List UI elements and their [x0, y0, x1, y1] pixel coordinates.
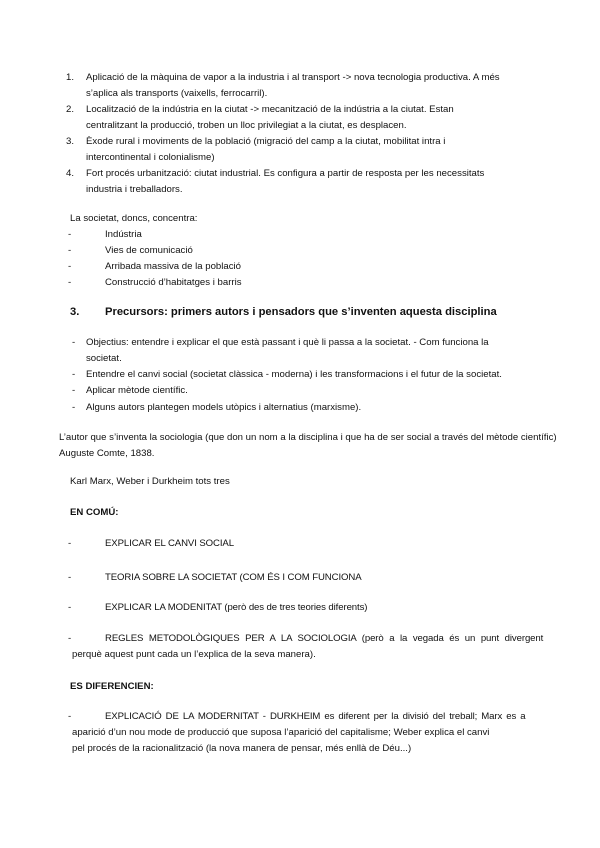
- list-item-line: Aplicació de la màquina de vapor a la industria i al transport -> nova tecnologia productiva. A més: [86, 72, 500, 83]
- paragraph-line: L’autor que s’inventa la sociologia (que don un nom a la disciplina i que ha de ser social a través del mètode científic): [59, 432, 557, 443]
- list-item-line: Èxode rural i moviments de la població (migració del camp a la ciutat, mobilitat intra i: [86, 136, 446, 147]
- list-item-line: EXPLICACIÓ DE LA MODERNITAT - DURKHEIM es diferent per la divisió del treball; Marx es a: [105, 711, 526, 722]
- list-item-line: centralitzant la producció, troben un lloc privilegiat a la ciutat, es desplacen.: [86, 120, 407, 131]
- section-number: 3.: [70, 306, 80, 318]
- bullet-dash: -: [72, 337, 76, 348]
- es-diferencien-heading: ES DIFERENCIEN:: [70, 681, 154, 692]
- list-item-line: pel procés de la racionalització (la nova manera de pensar, més enllà de Déu...): [72, 743, 412, 754]
- bullet-dash: -: [68, 572, 72, 583]
- bullet-dash: -: [68, 633, 72, 644]
- list-number: 4.: [66, 168, 75, 179]
- list-item-line: societat.: [86, 353, 122, 364]
- list-number: 2.: [66, 104, 75, 115]
- list-item-line: Objectius: entendre i explicar el que està passant i què li passa a la societat. - Com funciona la: [86, 337, 489, 348]
- list-item: Vies de comunicació: [105, 245, 193, 256]
- list-item: Arribada massiva de la població: [105, 261, 241, 272]
- list-item-line: EXPLICAR EL CANVI SOCIAL: [105, 538, 234, 549]
- concentra-intro: La societat, doncs, concentra:: [70, 213, 198, 224]
- list-number: 1.: [66, 72, 75, 83]
- list-item-line: Alguns autors plantegen models utòpics i alternatius (marxisme).: [86, 402, 362, 413]
- list-item-line: Entendre el canvi social (societat clàssica - moderna) i les transformacions i el futur de la societat.: [86, 369, 502, 380]
- bullet-dash: -: [68, 229, 72, 240]
- list-item-line: Localització de la indústria en la ciutat -> mecanització de la indústria a la ciutat. Estan: [86, 104, 454, 115]
- list-item: Construcció d’habitatges i barris: [105, 277, 242, 288]
- list-item-line: TEORIA SOBRE LA SOCIETAT (COM ÉS I COM FUNCIONA: [105, 572, 362, 583]
- authors-line: Karl Marx, Weber i Durkheim tots tres: [70, 476, 230, 487]
- bullet-dash: -: [68, 711, 72, 722]
- list-item-line: Fort procés urbanització: ciutat industrial. Es configura a partir de resposta per les necessitats: [86, 168, 485, 179]
- list-item-line: Aplicar mètode científic.: [86, 385, 188, 396]
- bullet-dash: -: [68, 261, 72, 272]
- list-item-line: perquè aquest punt cada un l’explica de la seva manera).: [72, 649, 316, 660]
- bullet-dash: -: [72, 385, 76, 396]
- list-item-line: aparició d’un nou mode de producció que suposa l’aparició del capitalisme; Weber explica el canvi: [72, 727, 490, 738]
- bullet-dash: -: [68, 602, 72, 613]
- list-item-line: industria i treballadors.: [86, 184, 183, 195]
- bullet-dash: -: [72, 369, 76, 380]
- bullet-dash: -: [68, 277, 72, 288]
- bullet-dash: -: [68, 538, 72, 549]
- bullet-dash: -: [68, 245, 72, 256]
- en-comu-heading: EN COMÚ:: [70, 507, 119, 518]
- bullet-dash: -: [72, 402, 76, 413]
- list-item-line: s’aplica als transports (vaixells, ferrocarril).: [86, 88, 268, 99]
- section-title: Precursors: primers autors i pensadors que s’inventen aquesta disciplina: [105, 306, 497, 318]
- list-item-line: EXPLICAR LA MODENITAT (però des de tres teories diferents): [105, 602, 368, 613]
- list-number: 3.: [66, 136, 75, 147]
- list-item: Indústria: [105, 229, 142, 240]
- paragraph-line: Auguste Comte, 1838.: [59, 448, 155, 459]
- list-item-line: intercontinental i colonialisme): [86, 152, 215, 163]
- list-item-line: REGLES METODOLÒGIQUES PER A LA SOCIOLOGIA (però a la vegada és un punt divergent: [105, 633, 544, 644]
